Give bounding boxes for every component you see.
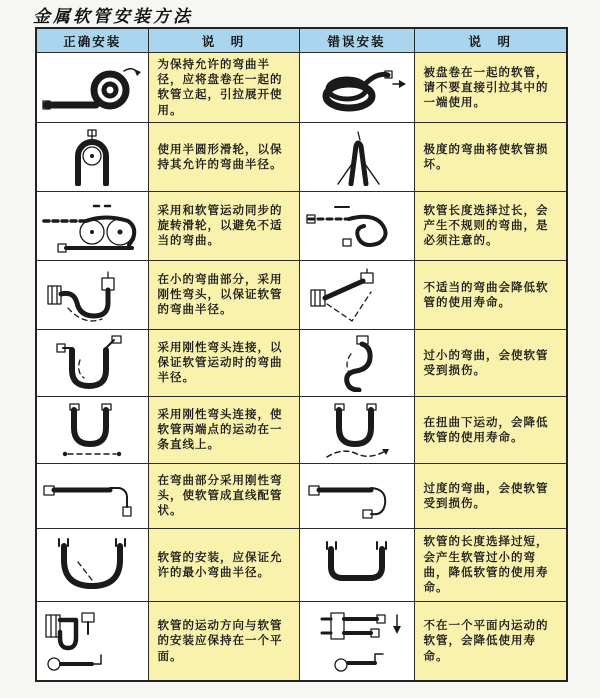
short-hose-tight-u-icon [305,534,409,596]
correct-image-cell [36,191,148,260]
correct-image-cell [36,528,148,601]
rigid-elbow-small-bend-s-curve-icon [40,266,144,324]
wrong-image-cell [299,601,414,681]
upright-coil-unrolling-icon [40,58,144,116]
page-title: 金属软管安装方法 [33,7,193,27]
table-row [36,53,567,123]
synchronized-rotating-pulley-icon [40,197,144,255]
header-row [36,28,567,53]
correct-description: 软管的运动方向与软管的安装应保持在一个平面。 [148,601,299,681]
too-small-bend-hook-icon [305,334,409,392]
u-loop-twisted-motion-icon [305,401,409,459]
correct-image-cell [36,463,148,528]
straight-run-with-rigid-elbow-icon [40,468,144,524]
correct-description: 使用半圆形滑轮，以保持其允许的弯曲半径。 [148,122,299,191]
table-row [36,463,567,528]
motion-in-same-plane-trap-icon [40,607,144,675]
wrong-description: 软管的长度选择过短，会产生软管过小的弯曲，降低软管的使用寿命。 [414,528,567,601]
table-row [36,191,567,260]
improper-sharp-angle-bend-icon [305,266,409,324]
correct-image-cell [36,53,148,123]
header-correct-install: 正确安装 [36,28,148,53]
header-wrong-note: 说 明 [414,28,567,53]
correct-image-cell [36,329,148,396]
table-row [36,528,567,601]
wrong-image-cell [299,463,414,528]
header-wrong-install: 错误安装 [299,28,414,53]
hose-over-semicircular-pulley-icon [40,128,144,186]
wrong-image-cell [299,53,414,123]
table-row [36,396,567,463]
correct-description: 采用和软管运动同步的旋转滑轮，以避免不适当的弯曲。 [148,191,299,260]
wrong-description: 不在一个平面内运动的软管，会降低使用寿命。 [414,601,567,681]
correct-description: 采用刚性弯头连接，使软管两端点的运动在一条直线上。 [148,396,299,463]
wrong-image-cell [299,122,414,191]
correct-description: 采用刚性弯头连接，以保证软管运动时的弯曲半径。 [148,329,299,396]
wrong-image-cell [299,329,414,396]
table-row [36,601,567,681]
wide-minimum-bend-radius-u-icon [40,534,144,596]
wrong-description: 不适当的弯曲会降低软管的使用寿命。 [414,260,567,329]
correct-image-cell [36,260,148,329]
correct-description: 为保持允许的弯曲半径，应将盘卷在一起的软管立起，引拉展开使用。 [148,53,299,123]
wrong-image-cell [299,191,414,260]
correct-description: 在弯曲部分采用刚性弯头，使软管成直线配管状。 [148,463,299,528]
wrong-description: 过度的弯曲，会使软管受到损伤。 [414,463,567,528]
correct-image-cell [36,396,148,463]
header-correct-note: 说 明 [148,28,299,53]
wrong-description: 软管长度选择过长，会产生不规则的弯曲，是必须注意的。 [414,191,567,260]
overbent-elbow-hook-icon [305,468,409,524]
correct-image-cell [36,601,148,681]
wrong-image-cell [299,260,414,329]
hose-installation-table [35,27,568,682]
overlong-hose-irregular-loop-icon [305,197,409,255]
wrong-description: 过小的弯曲，会使软管受到损伤。 [414,329,567,396]
rigid-elbow-u-loop-icon [40,334,144,392]
flat-coil-pulled-by-end-icon [305,58,409,116]
table-row [36,122,567,191]
correct-description: 在小的弯曲部分，采用刚性弯头，以保证软管的弯曲半径。 [148,260,299,329]
u-loop-straight-line-motion-icon [40,401,144,459]
wrong-description: 极度的弯曲将使软管损坏。 [414,122,567,191]
out-of-plane-motion-icon [305,607,409,675]
wrong-image-cell [299,396,414,463]
correct-image-cell [36,122,148,191]
wrong-description: 被盘卷在一起的软管，请不要直接引拉其中的一端使用。 [414,53,567,123]
correct-description: 软管的安装，应保证允许的最小弯曲半径。 [148,528,299,601]
table-row [36,260,567,329]
table-row [36,329,567,396]
wrong-image-cell [299,528,414,601]
extreme-sharp-bend-icon [305,128,409,186]
wrong-description: 在扭曲下运动，会降低软管的使用寿命。 [414,396,567,463]
